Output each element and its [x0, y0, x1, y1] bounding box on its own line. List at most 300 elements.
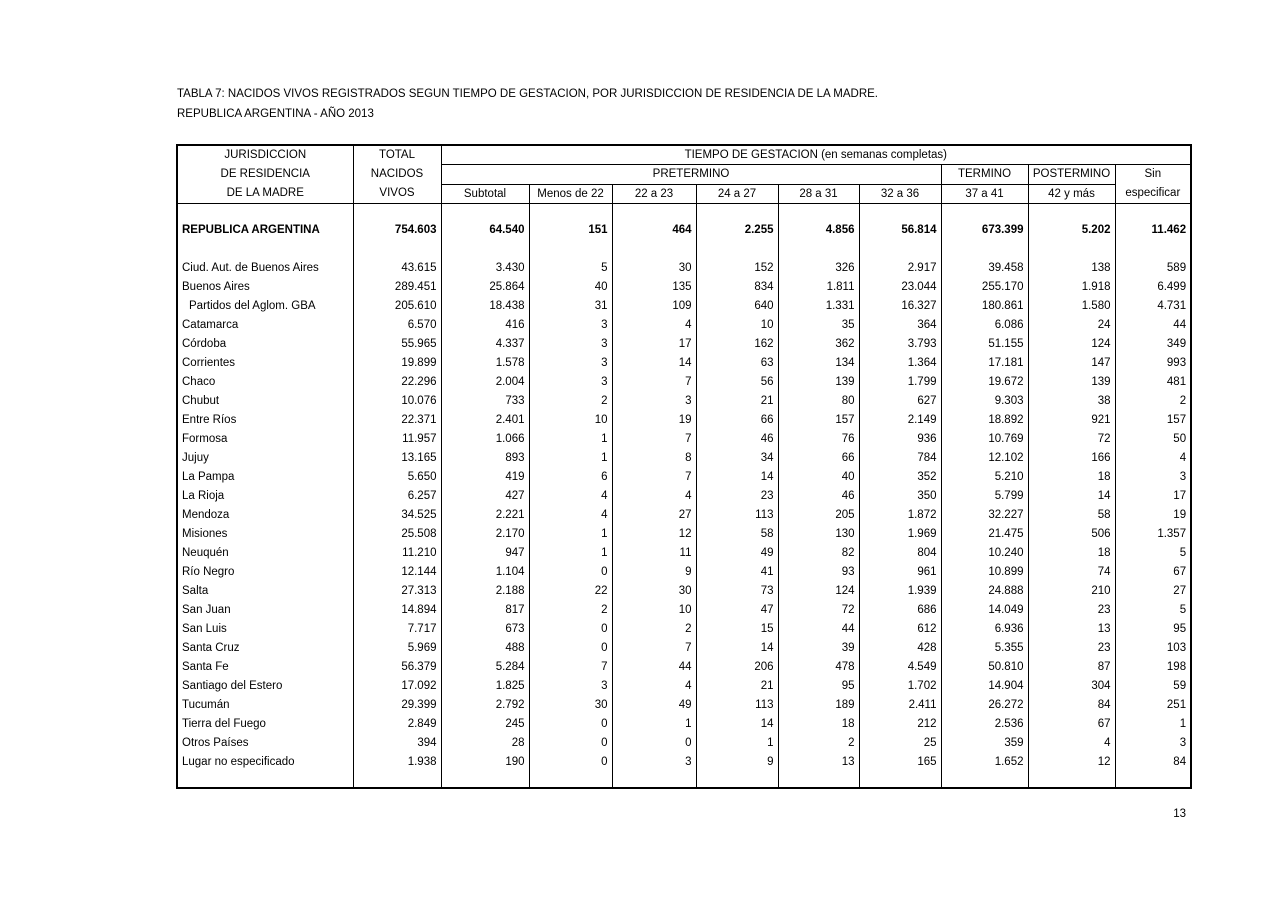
value-cell: 6.257	[353, 487, 441, 506]
value-cell: 349	[1115, 335, 1191, 354]
value-cell: 5.969	[353, 639, 441, 658]
value-cell: 0	[612, 734, 696, 753]
value-cell: 10	[529, 411, 612, 430]
value-cell: 804	[859, 544, 941, 563]
header-tiempo-gestacion: TIEMPO DE GESTACION (en semanas completas)	[441, 145, 1191, 164]
value-cell: 5.284	[441, 658, 529, 677]
value-cell: 109	[612, 297, 696, 316]
table-row	[177, 582, 1191, 601]
value-cell: 113	[696, 696, 778, 715]
header-row-1	[177, 145, 1191, 164]
value-cell: 1.811	[778, 278, 859, 297]
value-cell: 31	[529, 297, 612, 316]
value-cell: 17.181	[941, 354, 1028, 373]
value-cell: 6.499	[1115, 278, 1191, 297]
value-cell: 189	[778, 696, 859, 715]
value-cell: 1.918	[1028, 278, 1115, 297]
value-cell: 72	[778, 601, 859, 620]
value-cell: 25	[859, 734, 941, 753]
value-cell: 152	[696, 259, 778, 278]
value-cell: 0	[529, 563, 612, 582]
value-cell: 67	[1115, 563, 1191, 582]
value-cell: 58	[1028, 506, 1115, 525]
value-cell: 23	[1028, 601, 1115, 620]
value-cell: 63	[696, 354, 778, 373]
spacer-cell	[1028, 772, 1115, 788]
value-cell: 103	[1115, 639, 1191, 658]
value-cell: 1	[529, 430, 612, 449]
value-cell: 2	[529, 601, 612, 620]
value-cell: 76	[778, 430, 859, 449]
table-row	[177, 430, 1191, 449]
value-cell: 11	[612, 544, 696, 563]
row-label: Chubut	[177, 392, 353, 411]
value-cell: 350	[859, 487, 941, 506]
value-cell: 7	[612, 639, 696, 658]
row-label: Misiones	[177, 525, 353, 544]
value-cell: 5.650	[353, 468, 441, 487]
value-cell: 74	[1028, 563, 1115, 582]
value-cell: 40	[529, 278, 612, 297]
value-cell: 4.337	[441, 335, 529, 354]
table-row	[177, 392, 1191, 411]
spacer-cell	[441, 772, 529, 788]
value-cell: 13.165	[353, 449, 441, 468]
header-line: DE LA MADRE	[226, 187, 304, 199]
header-line: DE RESIDENCIA	[220, 168, 310, 180]
spacer-cell	[353, 240, 441, 259]
value-cell: 1.357	[1115, 525, 1191, 544]
table-row	[177, 658, 1191, 677]
value-cell: 18	[1028, 544, 1115, 563]
value-cell: 0	[529, 734, 612, 753]
value-cell: 4.549	[859, 658, 941, 677]
spacer-cell	[353, 772, 441, 788]
value-cell: 24	[1028, 316, 1115, 335]
value-cell: 419	[441, 468, 529, 487]
value-cell: 2	[529, 392, 612, 411]
value-cell: 245	[441, 715, 529, 734]
value-cell: 2.004	[441, 373, 529, 392]
row-label: La Rioja	[177, 487, 353, 506]
value-cell: 84	[1028, 696, 1115, 715]
value-cell: 4	[529, 487, 612, 506]
value-cell: 139	[1028, 373, 1115, 392]
value-cell: 124	[778, 582, 859, 601]
table-title	[177, 84, 878, 124]
value-cell: 7.717	[353, 620, 441, 639]
value-cell: 3	[529, 677, 612, 696]
value-cell: 39	[778, 639, 859, 658]
header-24-a-27: 24 a 27	[696, 184, 778, 204]
table-row	[177, 411, 1191, 430]
value-cell: 166	[1028, 449, 1115, 468]
spacer-cell	[177, 204, 353, 221]
row-label: Lugar no especificado	[177, 753, 353, 772]
value-cell: 10.240	[941, 544, 1028, 563]
row-label: Salta	[177, 582, 353, 601]
value-cell: 4	[1115, 449, 1191, 468]
value-cell: 14	[696, 468, 778, 487]
spacer-cell	[859, 240, 941, 259]
value-cell: 5.799	[941, 487, 1028, 506]
value-cell: 3	[612, 753, 696, 772]
value-cell: 12.102	[941, 449, 1028, 468]
table-row	[177, 696, 1191, 715]
value-cell: 21	[696, 677, 778, 696]
value-cell: 0	[529, 753, 612, 772]
value-cell: 2	[778, 734, 859, 753]
value-cell: 0	[529, 639, 612, 658]
value-cell: 1.652	[941, 753, 1028, 772]
value-cell: 304	[1028, 677, 1115, 696]
value-cell: 10.899	[941, 563, 1028, 582]
spacer-cell	[941, 240, 1028, 259]
value-cell: 10.076	[353, 392, 441, 411]
spacer-row	[177, 204, 1191, 221]
value-cell: 12	[612, 525, 696, 544]
value-cell: 2	[1115, 392, 1191, 411]
row-label: REPUBLICA ARGENTINA	[177, 221, 353, 240]
table-title-line1: TABLA 7: NACIDOS VIVOS REGISTRADOS SEGUN TIEMPO DE GESTACION, POR JURISDICCION DE RESIDENCIA DE LA MADRE.	[177, 88, 879, 100]
value-cell: 3.793	[859, 335, 941, 354]
value-cell: 113	[696, 506, 778, 525]
value-cell: 2.536	[941, 715, 1028, 734]
header-28-a-31: 28 a 31	[778, 184, 859, 204]
value-cell: 21	[696, 392, 778, 411]
value-cell: 162	[696, 335, 778, 354]
value-cell: 165	[859, 753, 941, 772]
value-cell: 784	[859, 449, 941, 468]
value-cell: 30	[612, 582, 696, 601]
value-cell: 34.525	[353, 506, 441, 525]
value-cell: 198	[1115, 658, 1191, 677]
table-row	[177, 487, 1191, 506]
value-cell: 2.401	[441, 411, 529, 430]
value-cell: 64.540	[441, 221, 529, 240]
value-cell: 947	[441, 544, 529, 563]
value-cell: 3	[529, 354, 612, 373]
value-cell: 205.610	[353, 297, 441, 316]
spacer-cell	[778, 772, 859, 788]
value-cell: 56.814	[859, 221, 941, 240]
value-cell: 4.731	[1115, 297, 1191, 316]
spacer-cell	[1028, 240, 1115, 259]
value-cell: 72	[1028, 430, 1115, 449]
value-cell: 1	[612, 715, 696, 734]
value-cell: 18	[1028, 468, 1115, 487]
value-cell: 3.430	[441, 259, 529, 278]
value-cell: 612	[859, 620, 941, 639]
value-cell: 46	[696, 430, 778, 449]
spacer-cell	[696, 772, 778, 788]
value-cell: 50	[1115, 430, 1191, 449]
value-cell: 1	[529, 449, 612, 468]
row-label: Chaco	[177, 373, 353, 392]
value-cell: 673.399	[941, 221, 1028, 240]
value-cell: 4	[529, 506, 612, 525]
row-label: Río Negro	[177, 563, 353, 582]
value-cell: 80	[778, 392, 859, 411]
value-cell: 4	[612, 316, 696, 335]
value-cell: 44	[1115, 316, 1191, 335]
spacer-cell	[612, 772, 696, 788]
row-label: Santiago del Estero	[177, 677, 353, 696]
value-cell: 19	[1115, 506, 1191, 525]
value-cell: 35	[778, 316, 859, 335]
value-cell: 6.570	[353, 316, 441, 335]
value-cell: 47	[696, 601, 778, 620]
value-cell: 30	[612, 259, 696, 278]
value-cell: 19	[612, 411, 696, 430]
value-cell: 4	[612, 677, 696, 696]
row-label: Neuquén	[177, 544, 353, 563]
value-cell: 23	[696, 487, 778, 506]
value-cell: 481	[1115, 373, 1191, 392]
value-cell: 139	[778, 373, 859, 392]
value-cell: 2.849	[353, 715, 441, 734]
row-label: Santa Cruz	[177, 639, 353, 658]
value-cell: 11.210	[353, 544, 441, 563]
header-line: VIVOS	[379, 187, 415, 199]
value-cell: 255.170	[941, 278, 1028, 297]
spacer-cell	[1028, 204, 1115, 221]
value-cell: 66	[696, 411, 778, 430]
table-row	[177, 335, 1191, 354]
value-cell: 9	[696, 753, 778, 772]
header-line: JURISDICCION	[224, 149, 307, 161]
table-body	[177, 204, 1191, 788]
table-title-line2: REPUBLICA ARGENTINA - AÑO 2013	[177, 108, 374, 120]
header-42-y-mas: 42 y más	[1028, 184, 1115, 204]
header-total-nacidos-vivos	[353, 145, 441, 204]
value-cell: 49	[696, 544, 778, 563]
value-cell: 464	[612, 221, 696, 240]
value-cell: 893	[441, 449, 529, 468]
value-cell: 1	[529, 544, 612, 563]
value-cell: 147	[1028, 354, 1115, 373]
row-label: La Pampa	[177, 468, 353, 487]
value-cell: 326	[778, 259, 859, 278]
value-cell: 2.792	[441, 696, 529, 715]
value-cell: 921	[1028, 411, 1115, 430]
spacer-cell	[529, 772, 612, 788]
value-cell: 38	[1028, 392, 1115, 411]
value-cell: 251	[1115, 696, 1191, 715]
value-cell: 15	[696, 620, 778, 639]
value-cell: 5	[529, 259, 612, 278]
value-cell: 13	[778, 753, 859, 772]
spacer-cell	[859, 772, 941, 788]
table-row	[177, 734, 1191, 753]
value-cell: 157	[778, 411, 859, 430]
value-cell: 14	[612, 354, 696, 373]
table-row	[177, 753, 1191, 772]
value-cell: 21.475	[941, 525, 1028, 544]
header-line: TOTAL	[379, 149, 415, 161]
value-cell: 87	[1028, 658, 1115, 677]
value-cell: 6.936	[941, 620, 1028, 639]
spacer-row	[177, 772, 1191, 788]
value-cell: 27	[1115, 582, 1191, 601]
header-menos-de-22: Menos de 22	[529, 184, 612, 204]
table-header	[177, 145, 1191, 204]
spacer-cell	[778, 240, 859, 259]
page-number: 13	[1173, 808, 1186, 820]
value-cell: 16.327	[859, 297, 941, 316]
value-cell: 5	[1115, 601, 1191, 620]
table-row	[177, 525, 1191, 544]
header-line: Sin	[1144, 167, 1162, 180]
value-cell: 18	[778, 715, 859, 734]
value-cell: 66	[778, 449, 859, 468]
value-cell: 4	[612, 487, 696, 506]
spacer-cell	[353, 204, 441, 221]
value-cell: 12.144	[353, 563, 441, 582]
value-cell: 34	[696, 449, 778, 468]
value-cell: 30	[529, 696, 612, 715]
value-cell: 14	[1028, 487, 1115, 506]
value-cell: 56	[696, 373, 778, 392]
table-row	[177, 715, 1191, 734]
value-cell: 10.769	[941, 430, 1028, 449]
value-cell: 627	[859, 392, 941, 411]
spacer-cell	[612, 240, 696, 259]
value-cell: 138	[1028, 259, 1115, 278]
value-cell: 1.331	[778, 297, 859, 316]
value-cell: 55.965	[353, 335, 441, 354]
value-cell: 359	[941, 734, 1028, 753]
value-cell: 7	[612, 430, 696, 449]
value-cell: 10	[696, 316, 778, 335]
spacer-cell	[859, 204, 941, 221]
header-line: especificar	[1125, 186, 1181, 199]
spacer-cell	[1115, 772, 1191, 788]
value-cell: 7	[612, 373, 696, 392]
table-row	[177, 468, 1191, 487]
spacer-row	[177, 240, 1191, 259]
value-cell: 3	[1115, 734, 1191, 753]
value-cell: 1.939	[859, 582, 941, 601]
value-cell: 210	[1028, 582, 1115, 601]
value-cell: 5.202	[1028, 221, 1115, 240]
value-cell: 95	[778, 677, 859, 696]
value-cell: 3	[529, 316, 612, 335]
spacer-cell	[529, 204, 612, 221]
value-cell: 73	[696, 582, 778, 601]
value-cell: 3	[612, 392, 696, 411]
table-row	[177, 297, 1191, 316]
row-label: Tucumán	[177, 696, 353, 715]
header-32-a-36: 32 a 36	[859, 184, 941, 204]
value-cell: 22	[529, 582, 612, 601]
value-cell: 394	[353, 734, 441, 753]
value-cell: 56.379	[353, 658, 441, 677]
value-cell: 27.313	[353, 582, 441, 601]
table-row	[177, 278, 1191, 297]
value-cell: 39.458	[941, 259, 1028, 278]
value-cell: 4.856	[778, 221, 859, 240]
value-cell: 352	[859, 468, 941, 487]
value-cell: 416	[441, 316, 529, 335]
value-cell: 5	[1115, 544, 1191, 563]
value-cell: 8	[612, 449, 696, 468]
row-label: Tierra del Fuego	[177, 715, 353, 734]
value-cell: 82	[778, 544, 859, 563]
value-cell: 2.411	[859, 696, 941, 715]
value-cell: 733	[441, 392, 529, 411]
value-cell: 13	[1028, 620, 1115, 639]
value-cell: 364	[859, 316, 941, 335]
value-cell: 1.364	[859, 354, 941, 373]
value-cell: 5.355	[941, 639, 1028, 658]
value-cell: 1.580	[1028, 297, 1115, 316]
value-cell: 134	[778, 354, 859, 373]
value-cell: 1.799	[859, 373, 941, 392]
value-cell: 2.188	[441, 582, 529, 601]
value-cell: 19.899	[353, 354, 441, 373]
value-cell: 1.969	[859, 525, 941, 544]
value-cell: 3	[529, 373, 612, 392]
value-cell: 993	[1115, 354, 1191, 373]
value-cell: 205	[778, 506, 859, 525]
value-cell: 17.092	[353, 677, 441, 696]
value-cell: 673	[441, 620, 529, 639]
value-cell: 124	[1028, 335, 1115, 354]
value-cell: 18.892	[941, 411, 1028, 430]
value-cell: 32.227	[941, 506, 1028, 525]
value-cell: 135	[612, 278, 696, 297]
value-cell: 130	[778, 525, 859, 544]
value-cell: 43.615	[353, 259, 441, 278]
value-cell: 506	[1028, 525, 1115, 544]
value-cell: 1.825	[441, 677, 529, 696]
value-cell: 2.170	[441, 525, 529, 544]
value-cell: 19.672	[941, 373, 1028, 392]
value-cell: 29.399	[353, 696, 441, 715]
value-cell: 3	[1115, 468, 1191, 487]
row-label: Santa Fe	[177, 658, 353, 677]
value-cell: 1.578	[441, 354, 529, 373]
value-cell: 27	[612, 506, 696, 525]
table-row	[177, 316, 1191, 335]
header-sin-especificar	[1115, 164, 1191, 204]
row-label: Partidos del Aglom. GBA	[177, 297, 353, 316]
table-row	[177, 221, 1191, 240]
value-cell: 93	[778, 563, 859, 582]
row-label: Otros Países	[177, 734, 353, 753]
spacer-cell	[529, 240, 612, 259]
value-cell: 10	[612, 601, 696, 620]
header-termino: TERMINO	[941, 164, 1028, 184]
value-cell: 9.303	[941, 392, 1028, 411]
value-cell: 640	[696, 297, 778, 316]
value-cell: 3	[529, 335, 612, 354]
value-cell: 2.149	[859, 411, 941, 430]
value-cell: 190	[441, 753, 529, 772]
value-cell: 212	[859, 715, 941, 734]
value-cell: 2.917	[859, 259, 941, 278]
value-cell: 0	[529, 620, 612, 639]
value-cell: 14	[696, 715, 778, 734]
value-cell: 686	[859, 601, 941, 620]
header-22-a-23: 22 a 23	[612, 184, 696, 204]
spacer-cell	[1115, 240, 1191, 259]
value-cell: 817	[441, 601, 529, 620]
value-cell: 25.508	[353, 525, 441, 544]
value-cell: 46	[778, 487, 859, 506]
spacer-cell	[1115, 204, 1191, 221]
